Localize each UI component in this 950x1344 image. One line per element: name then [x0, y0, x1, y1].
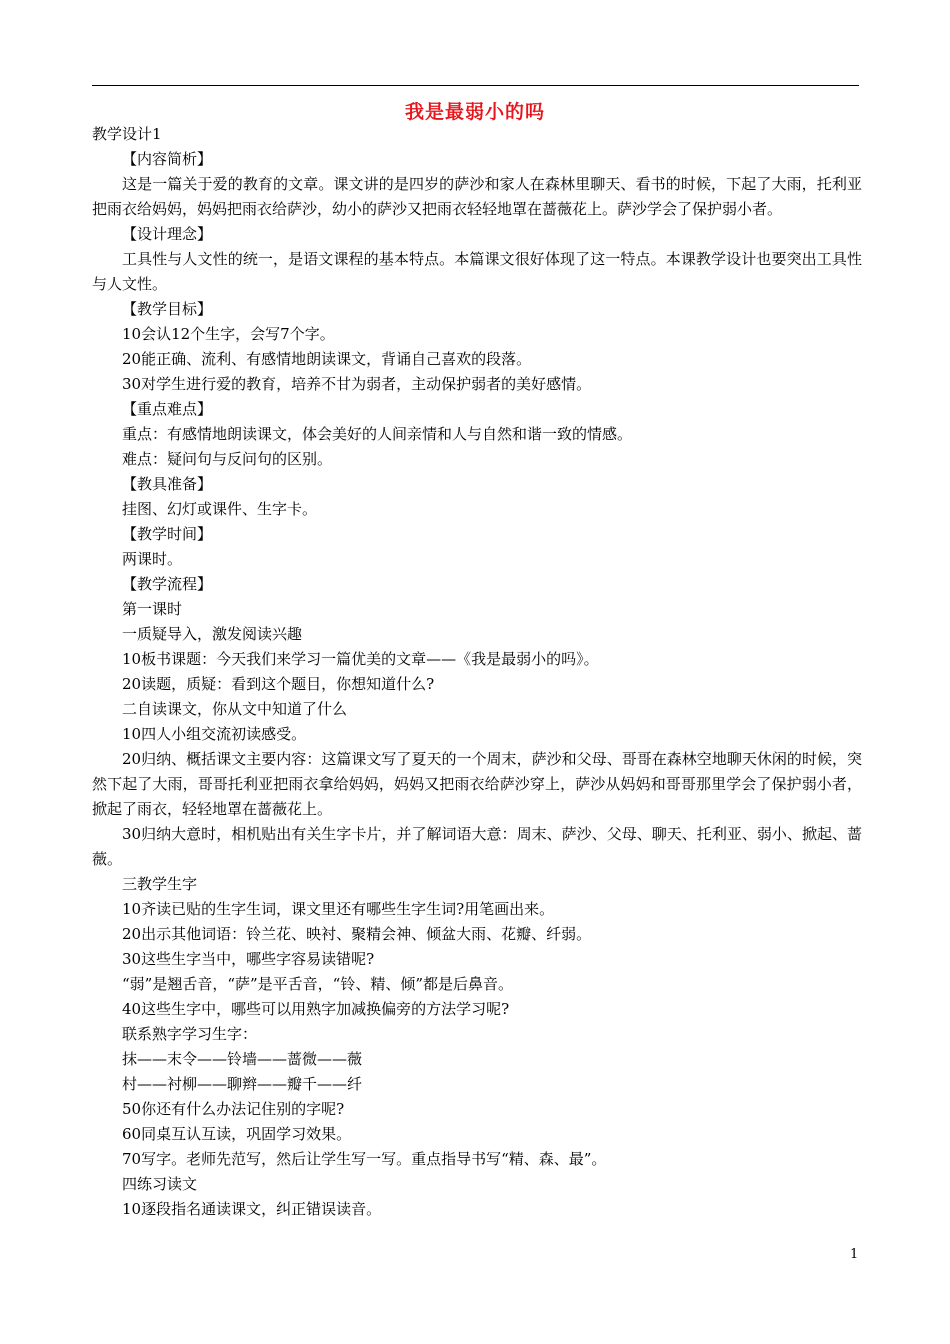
word-link-label: 联系熟字学习生字：	[122, 1025, 258, 1043]
heading-design-concept: 【设计理念】	[122, 225, 213, 243]
document-body	[92, 122, 862, 1222]
paragraph-design-concept: 工具性与人文性的统一，是语文课程的基本特点。本篇课文很好体现了这一特点。本课教学设计也要突出工具性与人文性。	[92, 250, 862, 293]
section-heading: 三教学生字	[122, 875, 198, 893]
header-rule	[92, 85, 859, 86]
section-heading: 一质疑导入，激发阅读兴趣	[122, 625, 303, 643]
step-item: 10齐读已贴的生字生词，课文里还有哪些生字生词?用笔画出来。	[122, 900, 555, 918]
materials-line: 挂图、幻灯或课件、生字卡。	[122, 500, 318, 518]
pronunciation-note: “弱”是翘舌音，“萨”是平舌音，“铃、精、倾”都是后鼻音。	[122, 975, 514, 993]
step-item: 20出示其他词语：铃兰花、映衬、聚精会神、倾盆大雨、花瓣、纤弱。	[122, 925, 592, 943]
document-title: 我是最弱小的吗	[404, 101, 545, 123]
goal-item: 30对学生进行爱的教育，培养不甘为弱者，主动保护弱者的美好感情。	[122, 375, 592, 393]
heading-teaching-goals: 【教学目标】	[122, 300, 213, 318]
step-item: 50你还有什么办法记住别的字呢?	[122, 1100, 345, 1118]
line-design-label: 教学设计1	[92, 125, 162, 143]
difficulty-line: 难点：疑问句与反问句的区别。	[122, 450, 333, 468]
key-point-line: 重点：有感情地朗读课文，体会美好的人间亲情和人与自然和谐一致的情感。	[122, 425, 633, 443]
step-item: 10板书课题：今天我们来学习一篇优美的文章——《我是最弱小的吗》。	[122, 650, 599, 668]
section-heading: 四练习读文	[122, 1175, 198, 1193]
paragraph-content-analysis: 这是一篇关于爱的教育的文章。课文讲的是四岁的萨沙和家人在森林里聊天、看书的时候，下起了大雨，托利亚把雨衣给妈妈，妈妈把雨衣给萨沙，幼小的萨沙又把雨衣轻轻地罩在蔷薇花上。萨沙学会了保护弱小者。	[92, 175, 862, 218]
goal-item: 20能正确、流利、有感情地朗读课文，背诵自己喜欢的段落。	[122, 350, 532, 368]
step-item: 10四人小组交流初读感受。	[122, 725, 307, 743]
step-item: 20读题，质疑：看到这个题目，你想知道什么?	[122, 675, 435, 693]
lesson-one-label: 第一课时	[122, 600, 183, 618]
page-number: 1	[850, 1247, 859, 1262]
word-link-row: 抹——末令——铃墙——蔷微——薇	[122, 1050, 363, 1068]
step-item: 40这些生字中，哪些可以用熟字加减换偏旁的方法学习呢?	[122, 1000, 510, 1018]
step-item: 10逐段指名通读课文，纠正错误读音。	[122, 1200, 382, 1218]
step-item: 60同桌互认互读，巩固学习效果。	[122, 1125, 352, 1143]
step-item: 70写字。老师先范写，然后让学生写一写。重点指导书写“精、森、最”。	[122, 1150, 607, 1168]
word-link-row: 村——衬柳——聊辫——瓣千——纤	[122, 1075, 363, 1093]
heading-key-difficulties: 【重点难点】	[122, 400, 213, 418]
heading-teaching-time: 【教学时间】	[122, 525, 213, 543]
teaching-time-line: 两课时。	[122, 550, 183, 568]
heading-teaching-process: 【教学流程】	[122, 575, 213, 593]
step-item: 30这些生字当中，哪些字容易读错呢?	[122, 950, 375, 968]
step-paragraph: 30归纳大意时，相机贴出有关生字卡片，并了解词语大意：周末、萨沙、父母、聊天、托利亚、弱小、掀起、蔷薇。	[92, 825, 862, 868]
heading-materials: 【教具准备】	[122, 475, 213, 493]
heading-content-analysis: 【内容简析】	[122, 150, 213, 168]
section-heading: 二自读课文，你从文中知道了什么	[122, 700, 348, 718]
step-paragraph: 20归纳、概括课文主要内容：这篇课文写了夏天的一个周末，萨沙和父母、哥哥在森林空地聊天休闲的时候，突然下起了大雨，哥哥托利亚把雨衣拿给妈妈，妈妈又把雨衣给萨沙穿上，萨沙从妈妈和哥哥那里学会了保护弱小者，掀起了雨衣，轻轻地罩在蔷薇花上。	[92, 750, 862, 818]
goal-item: 10会认12个生字，会写7个字。	[122, 325, 335, 343]
